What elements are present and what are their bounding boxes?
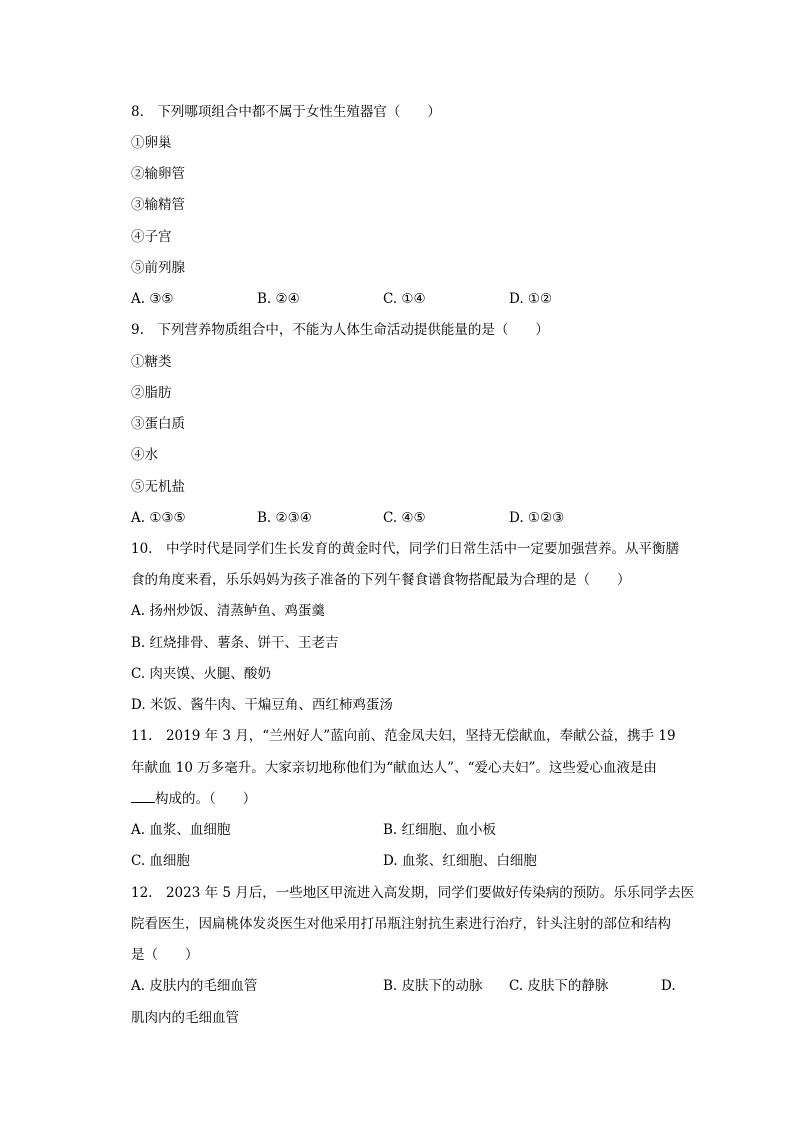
q12-stem-line-1: 12. 2023 年 5 月后，一些地区甲流进入高发期，同学们要做好传染病的预防。乐乐同学去医	[131, 885, 695, 901]
q11-stem-line-2: 年献血 10 万多毫升。大家亲切地称他们为“献血达人”、“爱心夫妇”。这些爱心血液是由	[131, 760, 657, 776]
q11-option-d: D. 血浆、红细胞、白细胞	[383, 853, 537, 869]
q8-item-3: ③输精管	[131, 197, 185, 213]
q8-option-b: B. ②④	[257, 291, 300, 307]
q9-item-5: ⑤无机盐	[131, 479, 185, 495]
q12-option-d-continued: 肌肉内的毛细血管	[131, 1010, 239, 1026]
q9-item-3: ③蛋白质	[131, 416, 185, 432]
q10-option-b: B. 红烧排骨、薯条、饼干、王老吉	[131, 635, 339, 651]
q11-option-b: B. 红细胞、血小板	[383, 822, 497, 838]
q12-option-b: B. 皮肤下的动脉	[383, 978, 483, 994]
q9-item-1: ①糖类	[131, 354, 172, 370]
q11-option-c: C. 血细胞	[131, 853, 190, 869]
q12-stem-line-2: 院看医生，因扁桃体发炎医生对他采用打吊瓶注射抗生素进行治疗，针头注射的部位和结构	[131, 916, 671, 932]
q8-option-a: A. ③⑤	[131, 291, 174, 307]
answer-blank	[131, 789, 155, 803]
q10-stem-line-2: 食的角度来看，乐乐妈妈为孩子准备的下列午餐食谱食物搭配最为合理的是（ ）	[131, 572, 631, 588]
q8-option-c: C. ①④	[383, 291, 426, 307]
q12-option-d: D.	[661, 978, 676, 994]
q8-stem: 8. 下列哪项组合中都不属于女性生殖器官（ ）	[131, 104, 441, 120]
q9-item-4: ④水	[131, 447, 158, 463]
q9-option-c: C. ④⑤	[383, 510, 426, 526]
q8-item-4: ④子宫	[131, 229, 172, 245]
q9-option-b: B. ②③④	[257, 510, 312, 526]
q10-option-c: C. 肉夹馍、火腿、酸奶	[131, 666, 271, 682]
q9-option-a: A. ①③⑤	[131, 510, 186, 526]
q9-item-2: ②脂肪	[131, 385, 172, 401]
q9-stem: 9. 下列营养物质组合中，不能为人体生命活动提供能量的是（ ）	[131, 322, 549, 338]
q9-option-d: D. ①②③	[509, 510, 565, 526]
q8-option-d: D. ①②	[509, 291, 553, 307]
q11-option-a: A. 血浆、血细胞	[131, 822, 231, 838]
q8-item-1: ①卵巢	[131, 135, 172, 151]
q11-stem-line-3-text: 构成的。（ ）	[155, 791, 257, 807]
q12-option-c: C. 皮肤下的静脉	[509, 978, 609, 994]
q10-stem-line-1: 10. 中学时代是同学们生长发育的黄金时代，同学们日常生活中一定要加强营养。从平衡膳	[131, 541, 679, 557]
q10-option-d: D. 米饭、酱牛肉、干煸豆角、西红柿鸡蛋汤	[131, 697, 393, 713]
q12-option-a: A. 皮肤内的毛细血管	[131, 978, 258, 994]
q8-item-5: ⑤前列腺	[131, 260, 185, 276]
q10-option-a: A. 扬州炒饭、清蒸鲈鱼、鸡蛋羹	[131, 603, 325, 619]
q12-stem-line-3: 是（ ）	[131, 947, 199, 963]
q11-stem-line-1: 11. 2019 年 3 月，“兰州好人”蓝向前、范金凤夫妇，坚持无偿献血，奉献公益，携手 19	[131, 728, 676, 744]
q11-stem-line-3	[131, 789, 256, 809]
q8-item-2: ②输卵管	[131, 166, 185, 182]
